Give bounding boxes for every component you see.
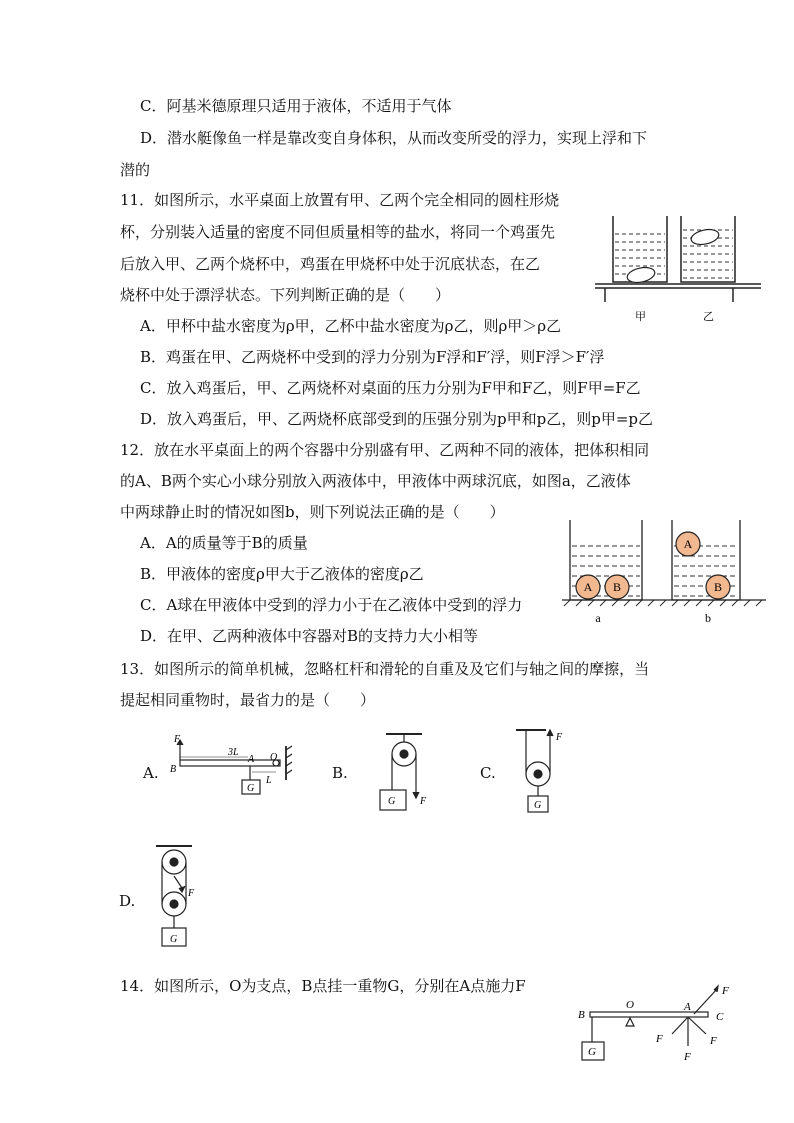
q11-option-b: B．鸡蛋在甲、乙两烧杯中受到的浮力分别为F浮和F′浮，则F浮＞F′浮 [140,348,605,366]
q11-stem-line4: 烧杯中处于漂浮状态。下列判断正确的是（ ） [120,286,451,304]
beaker-label-left: 甲 [635,311,646,323]
q12-option-b: B．甲液体的密度ρ甲大于乙液体的密度ρ乙 [140,565,424,583]
q12-option-c: C．A球在甲液体中受到的浮力小于在乙液体中受到的浮力 [140,596,523,614]
lever-3l-label: 3L [228,747,239,758]
lever-b-label: B [170,764,177,775]
q13-option-d-label: D. [119,892,136,910]
q12-option-d: D．在甲、乙两种液体中容器对B的支持力大小相等 [140,627,479,645]
q12-stem-line1: 12．放在水平桌面上的两个容器中分别盛有甲、乙两种不同的液体，把体积相同 [120,441,650,459]
q13-lever-figure [168,732,298,804]
q14-point-b: B [578,1009,585,1021]
fixed-pulley-weight-label: G [388,796,396,807]
q13-stem-line2: 提起相同重物时，最省力的是（ ） [120,691,376,709]
container-a-caption: a [595,611,601,625]
q14-force-f1: F [656,1033,663,1045]
q14-point-a: A [684,1001,691,1013]
q13-movable-pulley-figure [506,726,576,818]
pulley-block-force-f4: F [188,888,195,899]
q14-force-f2: F [684,1051,691,1063]
q11-option-c: C．放入鸡蛋后，甲、乙两烧杯对桌面的压力分别为F甲和F乙，则F甲=F乙 [140,379,641,397]
q11-stem-line3: 后放入甲、乙两个烧杯中，鸡蛋在甲烧杯中处于沉底状态，在乙 [120,255,541,273]
q10-option-d-line2: 潜的 [120,161,151,179]
q10-option-c: C．阿基米德原理只适用于液体，不适用于气体 [140,97,452,115]
ball-b-label: B [612,580,622,594]
ball-a-label: A [583,580,593,594]
q11-beakers-figure [593,212,763,324]
q11-stem-line1: 11．如图所示，水平桌面上放置有甲、乙两个完全相同的圆柱形烧 [120,191,560,209]
q12-containers-figure [562,516,768,628]
q14-point-c: C [716,1011,724,1023]
q10-option-d-line1: D．潜水艇像鱼一样是靠改变自身体积，从而改变所受的浮力，实现上浮和下 [140,129,648,147]
q13-stem-line1: 13．如图所示的简单机械，忽略杠杆和滑轮的自重及及它们与轴之间的摩擦，当 [120,660,650,678]
movable-pulley-force-f3: F [556,732,563,743]
q14-stem-line1: 14．如图所示，O为支点，B点挂一重物G，分别在A点施力F [120,977,526,995]
q14-force-f4: F [722,985,729,997]
q13-option-a-label: A. [143,764,159,782]
fixed-pulley-force-f2: F [420,796,427,807]
lever-force-f1: F [174,734,181,745]
q14-point-o: O [626,999,634,1011]
q14-lever-figure [572,980,748,1068]
lever-weight-label: G [247,783,255,794]
lever-l-label: L [266,775,272,786]
q13-option-b-label: B. [332,764,348,782]
q12-stem-line3: 中两球静止时的情况如图b，则下列说法正确的是（ ） [120,503,505,521]
beaker-label-right: 乙 [703,311,714,323]
q11-option-a: A．甲杯中盐水密度为ρ甲，乙杯中盐水密度为ρ乙，则ρ甲＞ρ乙 [140,317,562,335]
movable-pulley-weight-label: G [534,800,542,811]
egg-floating [690,227,720,247]
ball-b-label: B [713,580,723,594]
q11-option-d: D．放入鸡蛋后，甲、乙两烧杯底部受到的压强分别为p甲和p乙，则p甲=p乙 [140,410,654,428]
q14-force-f3: F [710,1035,717,1047]
q13-pulley-block-figure [148,842,218,954]
q11-stem-line2: 杯，分别装入适量的密度不同但质量相等的盐水，将同一个鸡蛋先 [120,223,556,241]
q12-option-a: A．A的质量等于B的质量 [140,534,308,552]
q14-weight-label: G [588,1046,596,1058]
q12-stem-line2: 的A、B两个实心小球分别放入两液体中，甲液体中两球沉底，如图a，乙液体 [120,472,631,490]
q13-fixed-pulley-figure [372,730,442,818]
lever-a-label: A [248,754,255,765]
lever-o-label: O [270,752,278,763]
q13-option-c-label: C. [480,764,496,782]
container-b-caption: b [705,611,711,625]
pulley-block-weight-label: G [170,934,178,945]
ball-a-label: A [683,537,693,551]
